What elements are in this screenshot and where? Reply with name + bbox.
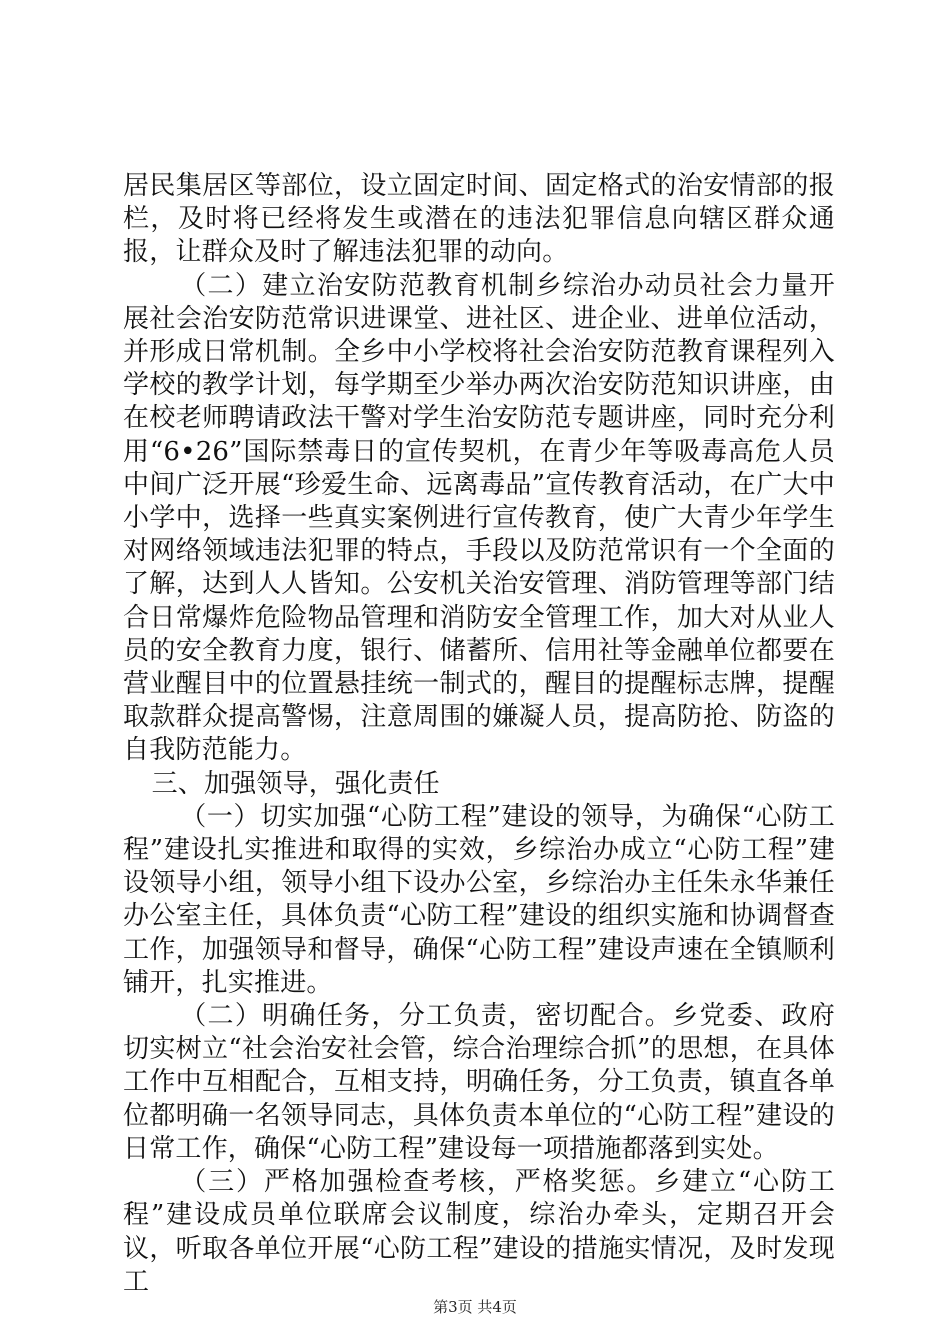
page-footer: 第3页 共4页 xyxy=(433,1298,517,1316)
paragraph-education-mechanism: （二）建立治安防范教育机制乡综治办动员社会力量开展社会治安防范常识进课堂、进社区、进企业、进单位活动，并形成日常机制。全乡中小学校将社会治安防范教育课程列入学校的教学计划，每学期至少举办两次治安防范知识讲座，由在校老师聘请政法干警对学生治安防范专题讲座，同时充分利用“6•26”国际禁毒日的宣传契机，在青少年等吸毒高危人员中间广泛开展“珍爱生命、远离毒品”宣传教育活动，在广大中小学中，选择一些真实案例进行宣传教育，使广大青少年学生对网络领域违法犯罪的特点，手段以及防范常识有一个全面的了解，达到人人皆知。公安机关治安管理、消防管理等部门结合日常爆炸危险物品管理和消防安全管理工作，加大对从业人员的安全教育力度，银行、储蓄所、信用社等金融单位都要在营业醒目中的位置悬挂统一制式的，醒目的提醒标志牌，提醒取款群众提高警惕，注意周围的嫌凝人员，提高防抢、防盗的自我防范能力。 xyxy=(123,270,835,766)
section-heading-leadership: 三、加强领导，强化责任 xyxy=(151,768,440,799)
paragraph-leadership: （一）切实加强“心防工程”建设的领导，为确保“心防工程”建设扎实推进和取得的实效，乡综治办成立“心防工程”建设领导小组，领导小组下设办公室，乡综治办主任朱永华兼任办公室主任，具体负责“心防工程”建设的组织实施和协调督查工作，加强领导和督导，确保“心防工程”建设声速在全镇顺利铺开，扎实推进。 xyxy=(123,801,835,998)
paragraph-tasks: （二）明确任务，分工负责，密切配合。乡党委、政府切实树立“社会治安社会管，综合治理综合抓”的思想，在具体工作中互相配合，互相支持，明确任务，分工负责，镇直各单位都明确一名领导同志，具体负责本单位的“心防工程”建设的日常工作，确保“心防工程”建设每一项措施都落到实处。 xyxy=(123,1001,835,1164)
paragraph-continuation: 居民集居区等部位，设立固定时间、固定格式的治安情部的报栏，及时将已经将发生或潜在的违法犯罪信息向辖区群众通报，让群众及时了解违法犯罪的动向。 xyxy=(123,171,835,268)
paragraph-inspection: （三）严格加强检查考核，严格奖惩。乡建立“心防工程”建设成员单位联席会议制度，综治办牵头，定期召开会议，听取各单位开展“心防工程”建设的措施实情况，及时发现工 xyxy=(123,1167,835,1297)
document-body xyxy=(123,170,835,1299)
